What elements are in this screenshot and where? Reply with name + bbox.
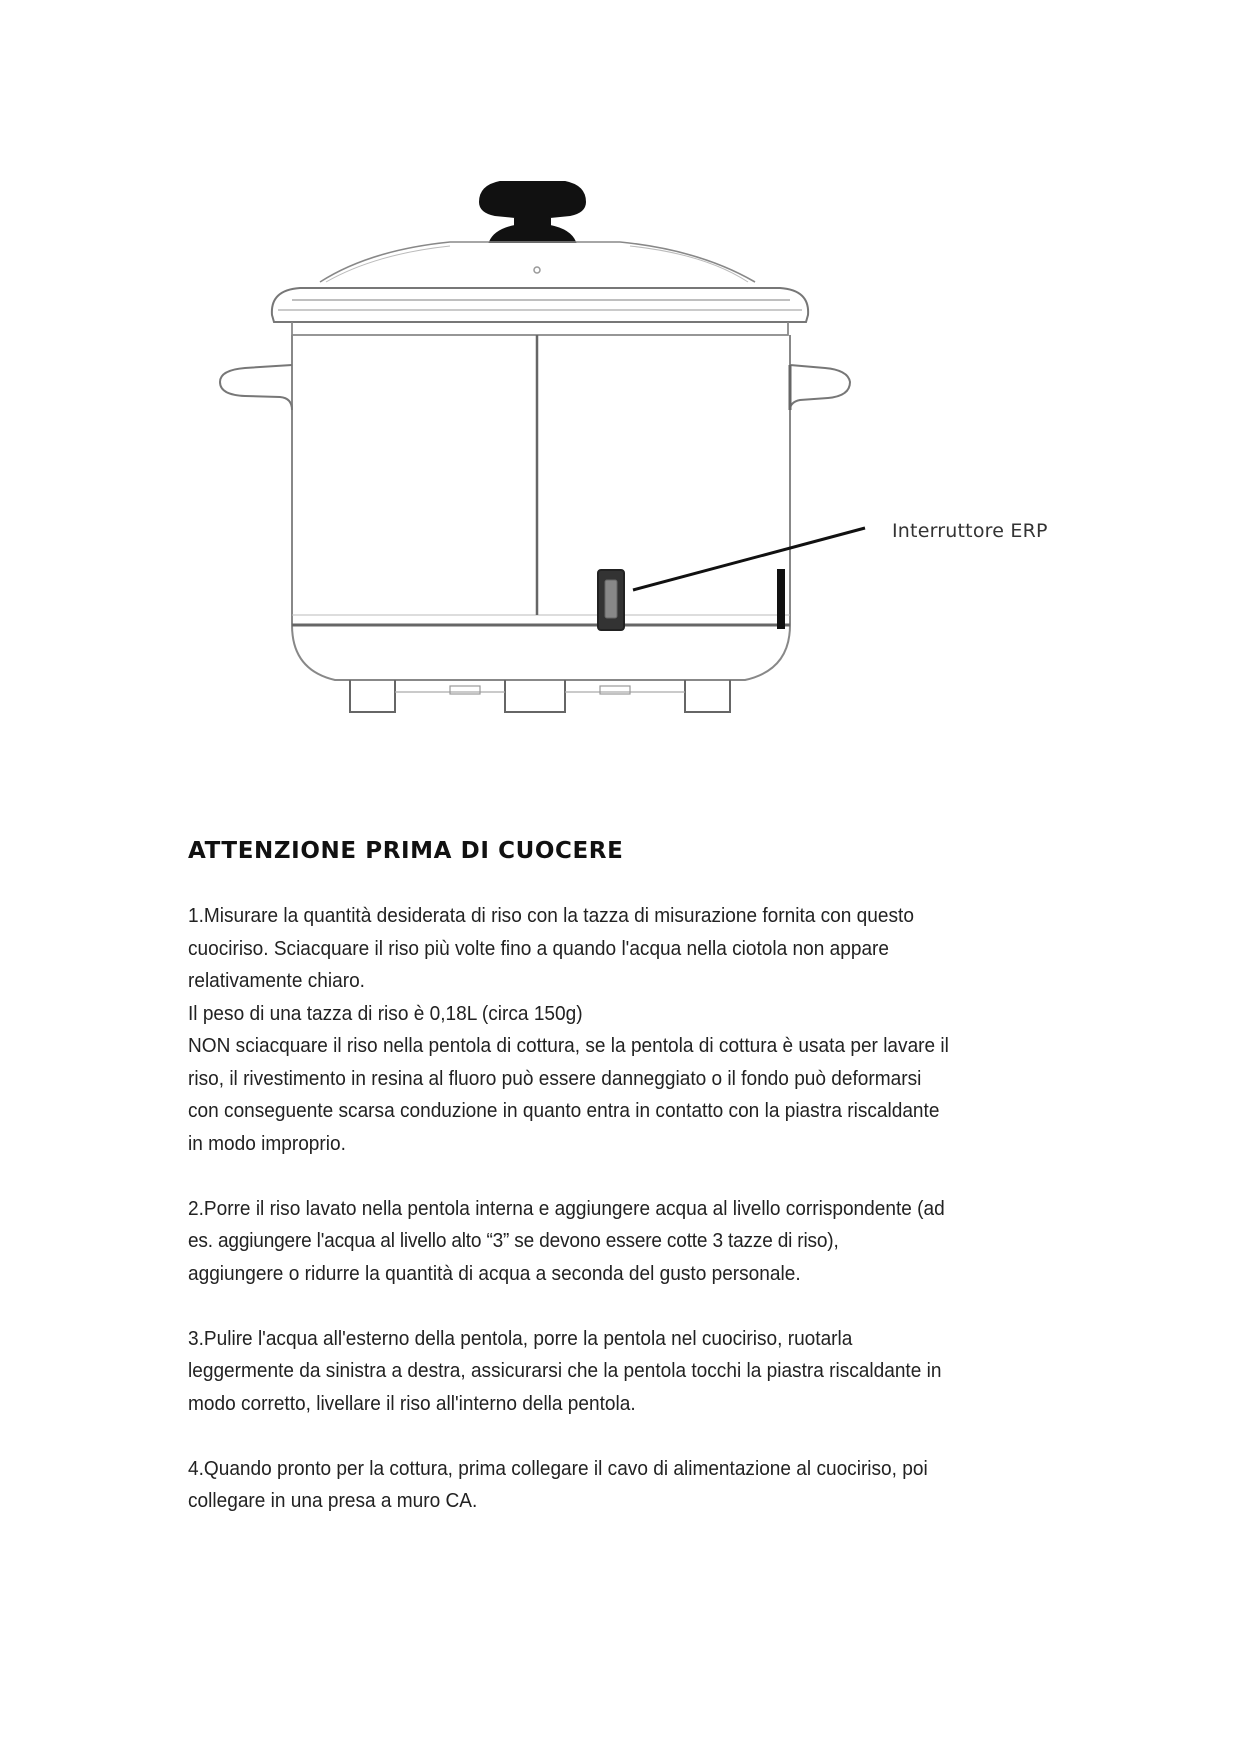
step-4-paragraph (188, 1453, 1068, 1518)
glass-lid (320, 242, 755, 282)
step-4-line: 4.Quando pronto per la cottura, prima collegare il cavo di alimentazione al cuociriso, poi (188, 1456, 928, 1480)
step-2-line: es. aggiungere l'acqua al livello alto “3” se devono essere cotte 3 tazze di riso), (188, 1229, 839, 1252)
spacer (188, 1290, 1068, 1323)
instructions-section (188, 838, 1068, 1518)
callout-line (633, 528, 865, 590)
step-3-line: modo corretto, livellare il riso all'interno della pentola. (188, 1391, 636, 1415)
rice-cooker-drawing (200, 160, 1100, 760)
step-1-line: in modo improprio. (188, 1131, 346, 1155)
lid-rim (272, 288, 808, 322)
step-3-paragraph (188, 1323, 1068, 1421)
step-3-line: leggermente da sinistra a destra, assicurarsi che la pentola tocchi la piastra riscaldante in (188, 1359, 942, 1382)
erp-switch-label: Interruttore ERP (892, 520, 1048, 542)
step-3-line: 3.Pulire l'acqua all'esterno della pentola, porre la pentola nel cuociriso, ruotarla (188, 1326, 853, 1350)
step-2-line: aggiungere o ridurre la quantità di acqua a seconda del gusto personale. (188, 1261, 801, 1285)
foot-center (505, 680, 565, 712)
rice-cooker-illustration (200, 160, 1100, 760)
foot-right (685, 680, 730, 712)
left-handle (220, 365, 292, 410)
step-1-line: 1.Misurare la quantità desiderata di riso con la tazza di misurazione fornita con questo (188, 904, 914, 927)
right-handle (790, 365, 850, 410)
step-1-line: con conseguente scarsa conduzione in quanto entra in contatto con la piastra riscaldante (188, 1099, 940, 1122)
step-1-line: Il peso di una tazza di riso è 0,18L (circa 150g) (188, 1001, 583, 1025)
step-1-line: riso, il rivestimento in resina al fluoro può essere danneggiato o il fondo può deformarsi (188, 1066, 922, 1090)
foot-left (350, 680, 395, 712)
step-2-paragraph (188, 1193, 1068, 1291)
lid-knob (480, 182, 585, 242)
step-1-line: cuociriso. Sciacquare il riso più volte fino a quando l'acqua nella ciotola non appare (188, 936, 890, 960)
step-2-line: 2.Porre il riso lavato nella pentola interna e aggiungere acqua al livello corrispondente (ad (188, 1196, 945, 1220)
spacer (188, 1420, 1068, 1453)
spacer (188, 1160, 1068, 1193)
step-1-paragraph (188, 900, 1068, 1160)
cooker-body (292, 335, 790, 680)
step-4-line: collegare in una presa a muro CA. (188, 1489, 478, 1512)
section-heading: ATTENZIONE PRIMA DI CUOCERE (188, 838, 624, 864)
step-1-line: relativamente chiaro. (188, 969, 365, 992)
step-1-line: NON sciacquare il riso nella pentola di cottura, se la pentola di cottura è usata per lavare il (188, 1034, 949, 1057)
